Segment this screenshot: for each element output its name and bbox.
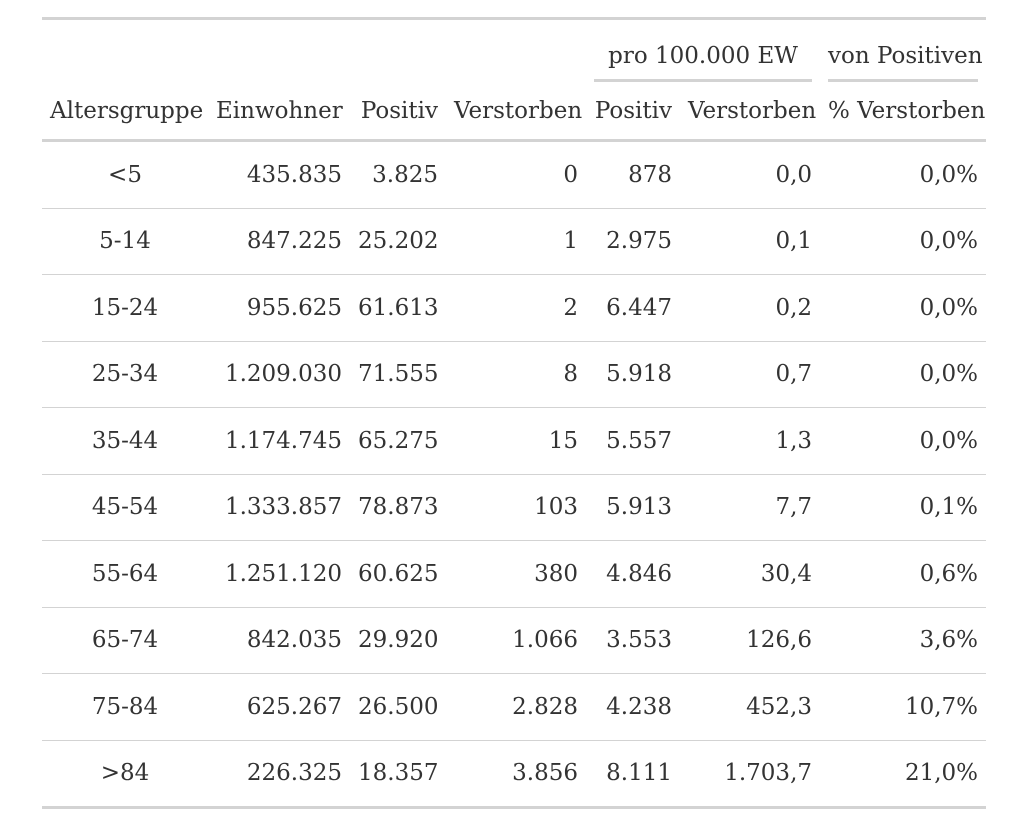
table-row (42, 341, 986, 408)
column-header-age-group: Altersgruppe (42, 82, 208, 141)
table-row (42, 275, 986, 342)
cell-deceased: 380 (446, 541, 586, 608)
table-row (42, 740, 986, 806)
table-row (42, 607, 986, 674)
spanner-empty (42, 20, 586, 82)
cell-positive-per-100k: 3.553 (586, 607, 680, 674)
age-group-table (42, 20, 986, 806)
table-row (42, 141, 986, 209)
cell-deceased-per-100k: 30,4 (680, 541, 820, 608)
cell-age-group: 15-24 (42, 275, 208, 342)
cell-population: 1.174.745 (208, 408, 350, 475)
cell-population: 226.325 (208, 740, 350, 806)
column-header-row (42, 82, 986, 141)
cell-deceased: 3.856 (446, 740, 586, 806)
cell-percent-deceased: 0,6% (820, 541, 986, 608)
cell-deceased-per-100k: 0,1 (680, 208, 820, 275)
cell-deceased: 103 (446, 474, 586, 541)
cell-population: 435.835 (246, 161, 342, 188)
cell-deceased-per-100k: 452,3 (680, 674, 820, 741)
cell-deceased-per-100k: 1,3 (680, 408, 820, 475)
cell-deceased: 2.828 (446, 674, 586, 741)
cell-population: 955.625 (208, 275, 350, 342)
cell-age-group: 45-54 (42, 474, 208, 541)
cell-deceased: 1 (446, 208, 586, 275)
cell-age-group: 35-44 (42, 408, 208, 475)
cell-population: 842.035 (208, 607, 350, 674)
cell-population: 1.333.857 (208, 474, 350, 541)
cell-percent-deceased: 0,0% (820, 275, 986, 342)
table-row (42, 408, 986, 475)
column-header-deceased-per-100k: Verstorben (680, 82, 820, 141)
cell-percent-deceased: 0,0% (820, 341, 986, 408)
cell-deceased: 2 (446, 275, 586, 342)
cell-deceased-per-100k: 7,7 (680, 474, 820, 541)
cell-deceased: 0 (563, 161, 578, 188)
cell-deceased-per-100k: 0,0 (775, 161, 813, 188)
cell-positive-per-100k: 2.975 (586, 208, 680, 275)
spanner-row (42, 20, 986, 82)
cell-positive: 60.625 (350, 541, 446, 608)
cell-positive-per-100k: 5.557 (586, 408, 680, 475)
column-header-population: Einwohner (208, 82, 350, 141)
cell-percent-deceased: 0,1% (820, 474, 986, 541)
cell-population: 625.267 (208, 674, 350, 741)
cell-positive: 78.873 (350, 474, 446, 541)
cell-percent-deceased: 0,0% (820, 208, 986, 275)
column-header-deceased: Verstorben (446, 82, 586, 141)
column-header-percent-deceased: % Verstorben (820, 82, 986, 141)
cell-percent-deceased: 0,0% (820, 408, 986, 475)
table-row (42, 674, 986, 741)
cell-positive-per-100k: 4.238 (586, 674, 680, 741)
cell-positive: 26.500 (350, 674, 446, 741)
cell-population: 1.251.120 (208, 541, 350, 608)
cell-positive-per-100k: 4.846 (586, 541, 680, 608)
cell-positive: 3.825 (372, 161, 438, 188)
data-table-container (42, 17, 986, 809)
cell-population: 1.209.030 (208, 341, 350, 408)
cell-age-group: 25-34 (42, 341, 208, 408)
table-row (42, 208, 986, 275)
column-header-positive-per-100k: Positiv (586, 82, 680, 141)
cell-positive: 18.357 (350, 740, 446, 806)
cell-deceased-per-100k: 1.703,7 (680, 740, 820, 806)
cell-age-group: >84 (42, 740, 208, 806)
cell-age-group: 75-84 (42, 674, 208, 741)
cell-deceased-per-100k: 0,2 (680, 275, 820, 342)
cell-deceased-per-100k: 126,6 (680, 607, 820, 674)
cell-positive: 25.202 (350, 208, 446, 275)
cell-age-group: 65-74 (42, 607, 208, 674)
table-bottom-rule (42, 806, 986, 809)
cell-age-group: <5 (108, 161, 142, 188)
cell-positive: 29.920 (350, 607, 446, 674)
cell-positive-per-100k: 5.913 (586, 474, 680, 541)
cell-deceased: 1.066 (446, 607, 586, 674)
cell-positive: 65.275 (350, 408, 446, 475)
cell-positive-per-100k: 8.111 (586, 740, 680, 806)
table-row (42, 541, 986, 608)
cell-deceased: 15 (446, 408, 586, 475)
cell-positive-per-100k: 6.447 (586, 275, 680, 342)
cell-percent-deceased: 3,6% (820, 607, 986, 674)
cell-positive-per-100k: 878 (628, 161, 672, 188)
cell-percent-deceased: 10,7% (820, 674, 986, 741)
cell-age-group: 5-14 (42, 208, 208, 275)
table-body (42, 141, 986, 807)
column-header-positive: Positiv (350, 82, 446, 141)
cell-positive-per-100k: 5.918 (586, 341, 680, 408)
cell-positive: 61.613 (350, 275, 446, 342)
cell-deceased-per-100k: 0,7 (680, 341, 820, 408)
cell-age-group: 55-64 (42, 541, 208, 608)
spanner-per-100k (586, 20, 820, 82)
cell-population: 847.225 (208, 208, 350, 275)
cell-positive: 71.555 (350, 341, 446, 408)
spanner-of-positive (820, 20, 986, 82)
spanner-per-100k-label: pro 100.000 EW (594, 43, 812, 82)
cell-deceased: 8 (446, 341, 586, 408)
spanner-of-positive-label: von Positiven (828, 43, 978, 82)
table-row (42, 474, 986, 541)
cell-percent-deceased: 21,0% (820, 740, 986, 806)
cell-percent-deceased: 0,0% (919, 161, 979, 188)
